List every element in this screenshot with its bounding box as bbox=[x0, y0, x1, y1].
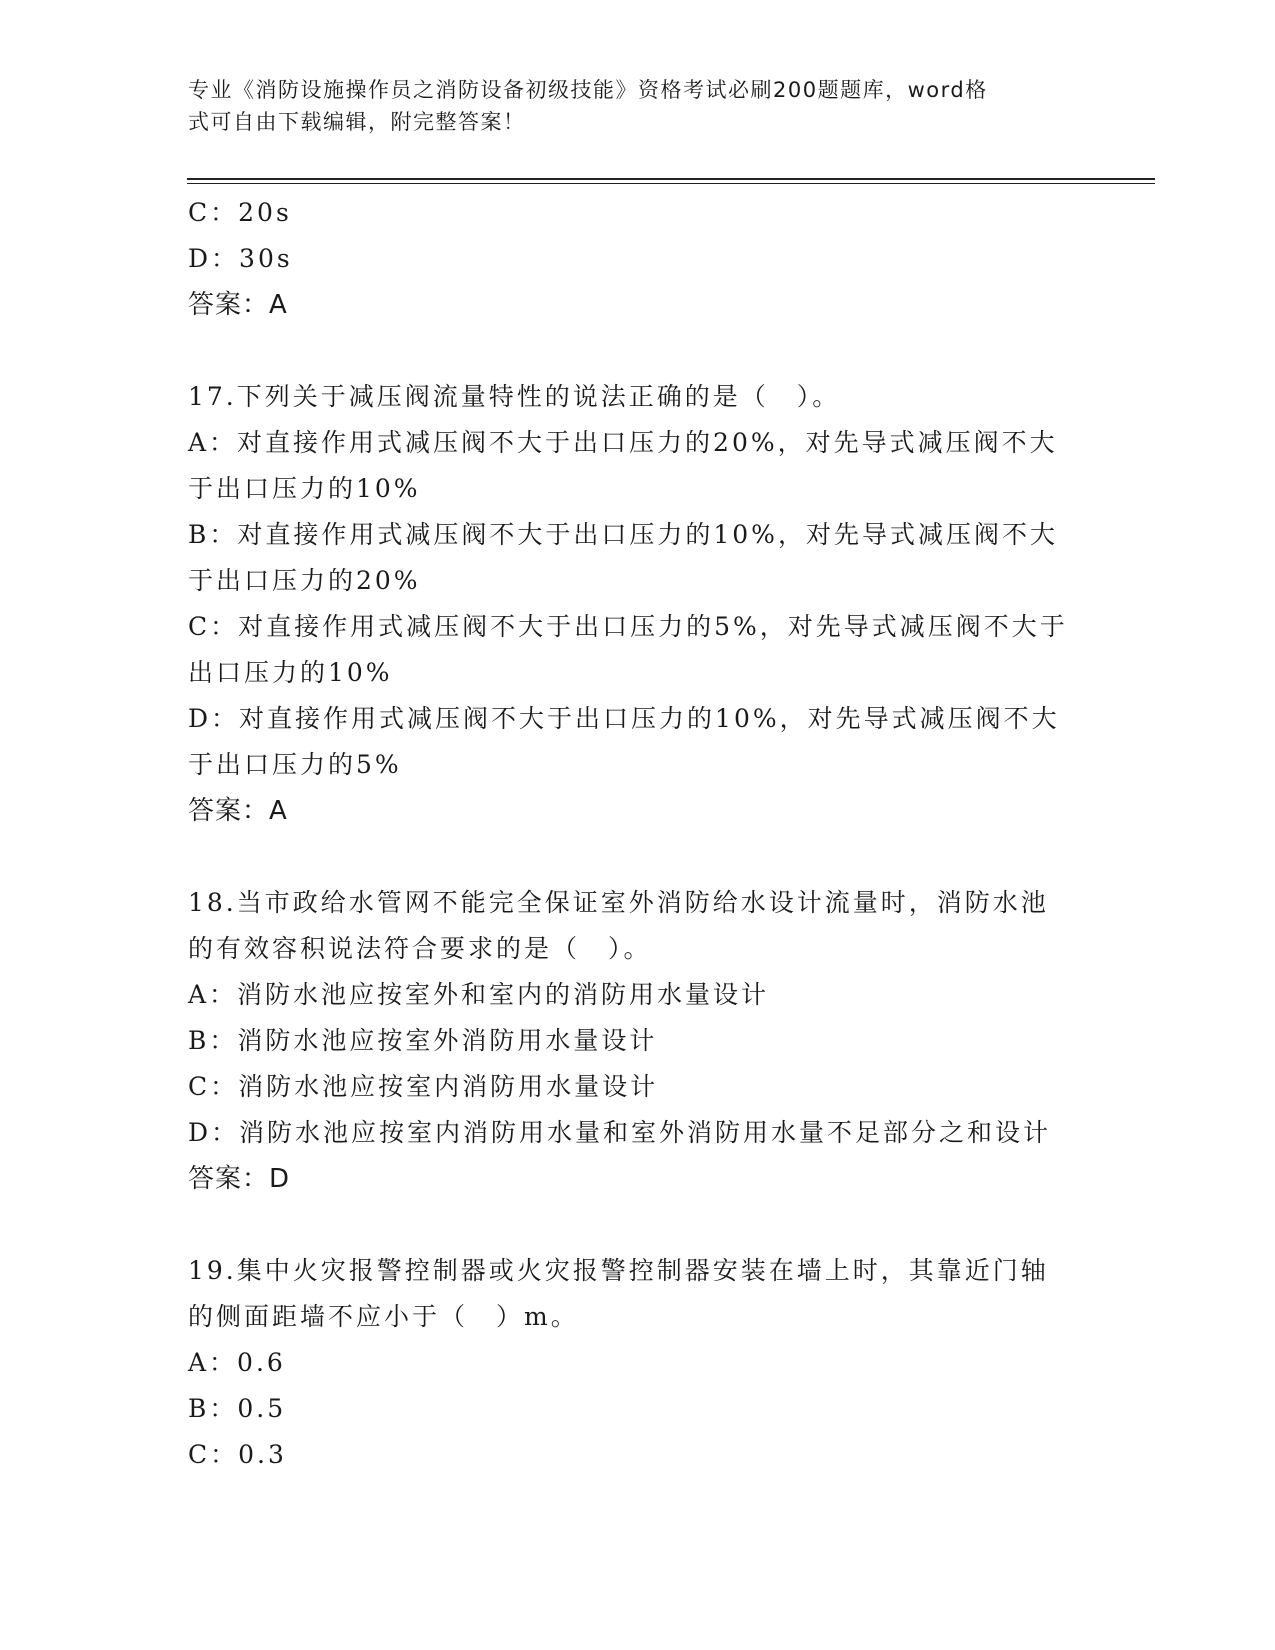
option-c: C：对直接作用式减压阀不大于出口压力的5%，对先导式减压阀不大于 bbox=[188, 612, 1068, 641]
question-list bbox=[188, 190, 1088, 1478]
question-stem: 17.下列关于减压阀流量特性的说法正确的是（ ）。 bbox=[188, 382, 841, 411]
header-line-1: 专业《消防设施操作员之消防设备初级技能》资格考试必刷200题题库，word格 bbox=[188, 78, 988, 102]
option-b: B：消防水池应按室外消防用水量设计 bbox=[188, 1026, 658, 1055]
option-c: C：消防水池应按室内消防用水量设计 bbox=[188, 1072, 659, 1101]
question-18 bbox=[188, 880, 1088, 1202]
option-b: B：对直接作用式减压阀不大于出口压力的10%，对先导式减压阀不大 bbox=[188, 520, 1058, 549]
option-c: C：20s bbox=[188, 198, 292, 227]
question-stem: 19.集中火灾报警控制器或火灾报警控制器安装在墙上时，其靠近门轴 bbox=[188, 1256, 1049, 1285]
option-d: D：30s bbox=[188, 244, 293, 273]
spacer bbox=[188, 834, 1088, 880]
question-16-tail bbox=[188, 190, 1088, 328]
question-stem-cont: 的侧面距墙不应小于（ ）m。 bbox=[188, 1302, 579, 1331]
option-c-cont: 出口压力的10% bbox=[188, 658, 393, 687]
header-divider-thick bbox=[187, 178, 1155, 180]
question-stem-cont: 的有效容积说法符合要求的是（ ）。 bbox=[188, 934, 652, 963]
option-d: D：消防水池应按室内消防用水量和室外消防用水量不足部分之和设计 bbox=[188, 1118, 1052, 1147]
header-line-2: 式可自由下载编辑，附完整答案！ bbox=[188, 110, 526, 134]
answer-label: 答案：D bbox=[188, 1164, 291, 1194]
option-c: C：0.3 bbox=[188, 1440, 287, 1469]
option-d-cont: 于出口压力的5% bbox=[188, 750, 402, 779]
answer-label: 答案：A bbox=[188, 290, 288, 320]
option-a-cont: 于出口压力的10% bbox=[188, 474, 421, 503]
header-divider-thin bbox=[187, 183, 1155, 184]
option-b-cont: 于出口压力的20% bbox=[188, 566, 421, 595]
spacer bbox=[188, 328, 1088, 374]
question-19 bbox=[188, 1248, 1088, 1478]
answer-label: 答案：A bbox=[188, 796, 288, 826]
question-stem: 18.当市政给水管网不能完全保证室外消防给水设计流量时，消防水池 bbox=[188, 888, 1049, 917]
option-d: D：对直接作用式减压阀不大于出口压力的10%，对先导式减压阀不大 bbox=[188, 704, 1060, 733]
option-b: B：0.5 bbox=[188, 1394, 287, 1423]
option-a: A：消防水池应按室外和室内的消防用水量设计 bbox=[188, 980, 770, 1009]
option-a: A：0.6 bbox=[188, 1348, 286, 1377]
question-17 bbox=[188, 374, 1088, 834]
document-header bbox=[188, 74, 1068, 138]
spacer bbox=[188, 1202, 1088, 1248]
option-a: A：对直接作用式减压阀不大于出口压力的20%，对先导式减压阀不大 bbox=[188, 428, 1058, 457]
